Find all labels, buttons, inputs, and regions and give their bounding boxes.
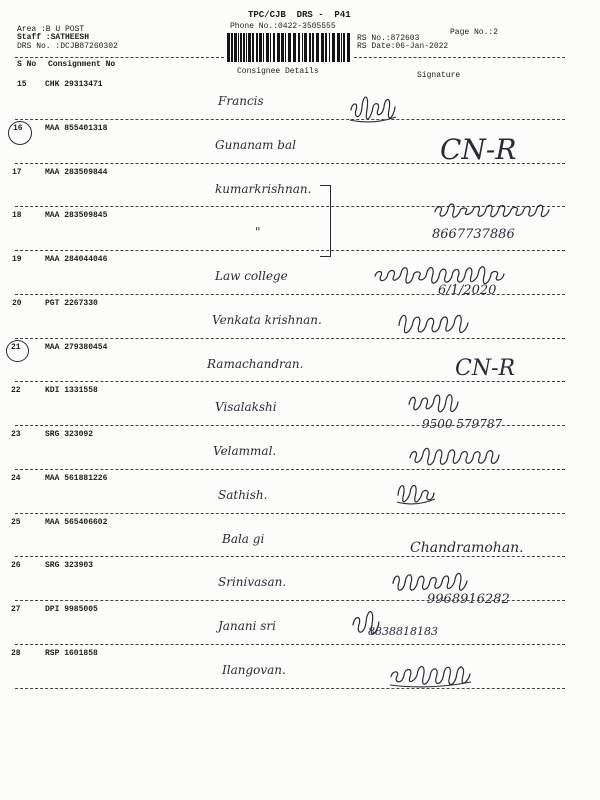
consignee-name: Velammal. bbox=[213, 444, 277, 458]
page-number: Page No.:2 bbox=[450, 28, 499, 37]
area-label: Area :B U POST bbox=[17, 25, 85, 34]
table-row bbox=[0, 514, 600, 558]
serial-number: 25 bbox=[11, 517, 21, 527]
signature-scribble bbox=[406, 390, 461, 414]
signature-stroke bbox=[409, 395, 458, 412]
signature-stroke bbox=[410, 448, 499, 464]
serial-number: 16 bbox=[13, 123, 23, 133]
barcode-bar bbox=[343, 33, 345, 62]
barcode-bar bbox=[266, 33, 269, 62]
signature-note: 9500 579787 bbox=[422, 417, 503, 432]
rs-date: RS Date:06-Jan-2022 bbox=[357, 42, 449, 51]
serial-number: 17 bbox=[12, 167, 22, 177]
serial-number: 21 bbox=[11, 342, 21, 352]
barcode-bar bbox=[259, 33, 262, 62]
signature-stroke bbox=[393, 574, 467, 591]
serial-number: 19 bbox=[12, 255, 22, 264]
consignee-name: Ilangovan. bbox=[222, 662, 286, 677]
consignee-name: Srinivasan. bbox=[218, 575, 287, 590]
signature-note: CN-R bbox=[455, 355, 516, 381]
barcode-bar bbox=[281, 33, 284, 62]
column-header-signature: Signature bbox=[417, 71, 461, 80]
rs-number: RS No.:872603 bbox=[357, 34, 420, 43]
signature-scribble bbox=[348, 92, 398, 122]
barcode-bar bbox=[332, 33, 335, 62]
consignment-number: MAA 283509844 bbox=[45, 167, 108, 177]
barcode-bar bbox=[248, 33, 251, 62]
table-row bbox=[0, 295, 600, 339]
barcode-bar bbox=[325, 33, 327, 62]
consignee-name: Visalakshi bbox=[215, 400, 277, 415]
serial-number: 23 bbox=[11, 430, 21, 439]
barcode-bar bbox=[304, 33, 307, 62]
barcode-bar bbox=[285, 33, 286, 62]
signature-stroke bbox=[399, 315, 468, 332]
serial-number: 18 bbox=[12, 211, 22, 221]
signature-note: CN-R bbox=[440, 132, 517, 166]
consignment-number: PGT 2267330 bbox=[45, 298, 98, 308]
serial-number: 20 bbox=[12, 298, 22, 308]
barcode-bar bbox=[312, 33, 314, 62]
barcode-bar bbox=[337, 33, 340, 62]
barcode-bar bbox=[277, 33, 280, 62]
signature-flourish bbox=[390, 682, 471, 687]
consignment-number: MAA 855401318 bbox=[45, 123, 108, 133]
barcode-bar bbox=[273, 33, 275, 62]
signature-scribble bbox=[372, 263, 507, 285]
consignee-name: kumarkrishnan. bbox=[215, 181, 312, 196]
column-header-consignment: Consignment No bbox=[48, 60, 116, 69]
barcode-bar bbox=[227, 33, 230, 62]
signature-stroke bbox=[435, 204, 549, 217]
barcode-bar bbox=[234, 33, 237, 62]
serial-number: 22 bbox=[11, 386, 21, 396]
table-row bbox=[0, 120, 600, 164]
signature-note: 8838818183 bbox=[368, 625, 438, 638]
header-divider bbox=[15, 57, 224, 58]
consignee-name: " bbox=[255, 225, 261, 240]
table-row bbox=[0, 601, 600, 645]
consignee-name: Ramachandran. bbox=[207, 356, 304, 371]
signature-scribble bbox=[390, 569, 470, 593]
barcode-bar bbox=[329, 33, 330, 62]
barcode-bar bbox=[238, 33, 239, 62]
staff-label: Staff :SATHEESH bbox=[17, 33, 90, 42]
barcode-bar bbox=[246, 33, 247, 62]
barcode-bar bbox=[347, 33, 350, 62]
consignment-number: SRG 323903 bbox=[45, 561, 94, 571]
consignee-name: Bala gi bbox=[222, 531, 265, 546]
barcode-bar bbox=[288, 33, 291, 62]
signature-scribble bbox=[407, 442, 502, 468]
barcode-bar bbox=[293, 33, 296, 62]
consignment-number: MAA 561881226 bbox=[45, 473, 108, 483]
barcode-bar bbox=[302, 33, 303, 62]
consignee-name: Francis bbox=[218, 94, 264, 108]
consignment-number: MAA 284044046 bbox=[45, 255, 108, 264]
signature-note: Chandramohan. bbox=[410, 539, 524, 556]
signature-scribble bbox=[396, 311, 471, 335]
serial-number: 27 bbox=[11, 605, 21, 614]
table-row bbox=[0, 426, 600, 470]
column-header-consignee: Consignee Details bbox=[237, 67, 319, 76]
barcode-bar bbox=[243, 33, 245, 62]
table-row bbox=[0, 76, 600, 120]
consignment-number: MAA 565406602 bbox=[45, 517, 108, 527]
barcode-bar bbox=[316, 33, 319, 62]
signature-stroke bbox=[398, 485, 434, 502]
table-row bbox=[0, 339, 600, 383]
header-divider bbox=[354, 57, 565, 58]
phone-number: Phone No.:0422-3505555 bbox=[230, 22, 336, 31]
barcode-bar bbox=[341, 33, 342, 62]
barcode-bar bbox=[321, 33, 324, 62]
column-header-sno: S No bbox=[17, 60, 37, 69]
row-divider bbox=[15, 688, 565, 689]
signature-note: 6/1/2020 bbox=[438, 283, 497, 298]
barcode-bar bbox=[252, 33, 254, 62]
consignment-number: MAA 279380454 bbox=[45, 342, 108, 352]
signature-stroke bbox=[351, 97, 395, 119]
table-row bbox=[0, 382, 600, 432]
signature-stroke bbox=[391, 666, 470, 684]
consignment-number: CHK 29313471 bbox=[45, 80, 103, 89]
table-row bbox=[0, 557, 600, 608]
serial-number: 28 bbox=[11, 648, 21, 658]
consignment-number: RSP 1601858 bbox=[45, 648, 98, 658]
barcode-bar bbox=[298, 33, 300, 62]
bracket-mark bbox=[320, 185, 331, 257]
signature-note: 9968916282 bbox=[427, 592, 510, 608]
table-row bbox=[0, 470, 600, 514]
signature-note: 8667737886 bbox=[432, 227, 515, 243]
barcode-bar bbox=[240, 33, 242, 62]
barcode-bar bbox=[263, 33, 264, 62]
consignee-name: Venkata krishnan. bbox=[212, 312, 322, 327]
table-row bbox=[0, 251, 600, 298]
signature-scribble bbox=[432, 201, 552, 219]
consignee-name: Janani sri bbox=[218, 619, 276, 633]
consignment-number: KDI 1331558 bbox=[45, 386, 98, 396]
consignee-name: Gunanam bal bbox=[215, 137, 296, 152]
barcode-bar bbox=[231, 33, 233, 62]
serial-number: 26 bbox=[11, 561, 21, 571]
consignment-number: SRG 323092 bbox=[45, 430, 94, 439]
table-row bbox=[0, 207, 600, 251]
signature-stroke bbox=[375, 267, 504, 284]
signature-scribble bbox=[395, 482, 437, 504]
consignment-number: DPI 9985005 bbox=[45, 605, 98, 614]
consignment-number: MAA 283509845 bbox=[45, 211, 108, 221]
barcode-bar bbox=[270, 33, 271, 62]
drs-number: DRS No. :DCJB87260302 bbox=[17, 42, 118, 51]
serial-number: 24 bbox=[11, 473, 21, 483]
table-row bbox=[0, 645, 600, 689]
signature-scribble bbox=[388, 661, 473, 687]
consignee-name: Law college bbox=[215, 269, 288, 283]
barcode-bar bbox=[256, 33, 258, 62]
consignee-name: Sathish. bbox=[218, 487, 268, 502]
barcode bbox=[226, 33, 352, 62]
barcode-bar bbox=[309, 33, 311, 62]
sheet-title: TPC/CJB DRS - P41 bbox=[248, 10, 351, 20]
serial-number: 15 bbox=[17, 80, 27, 89]
